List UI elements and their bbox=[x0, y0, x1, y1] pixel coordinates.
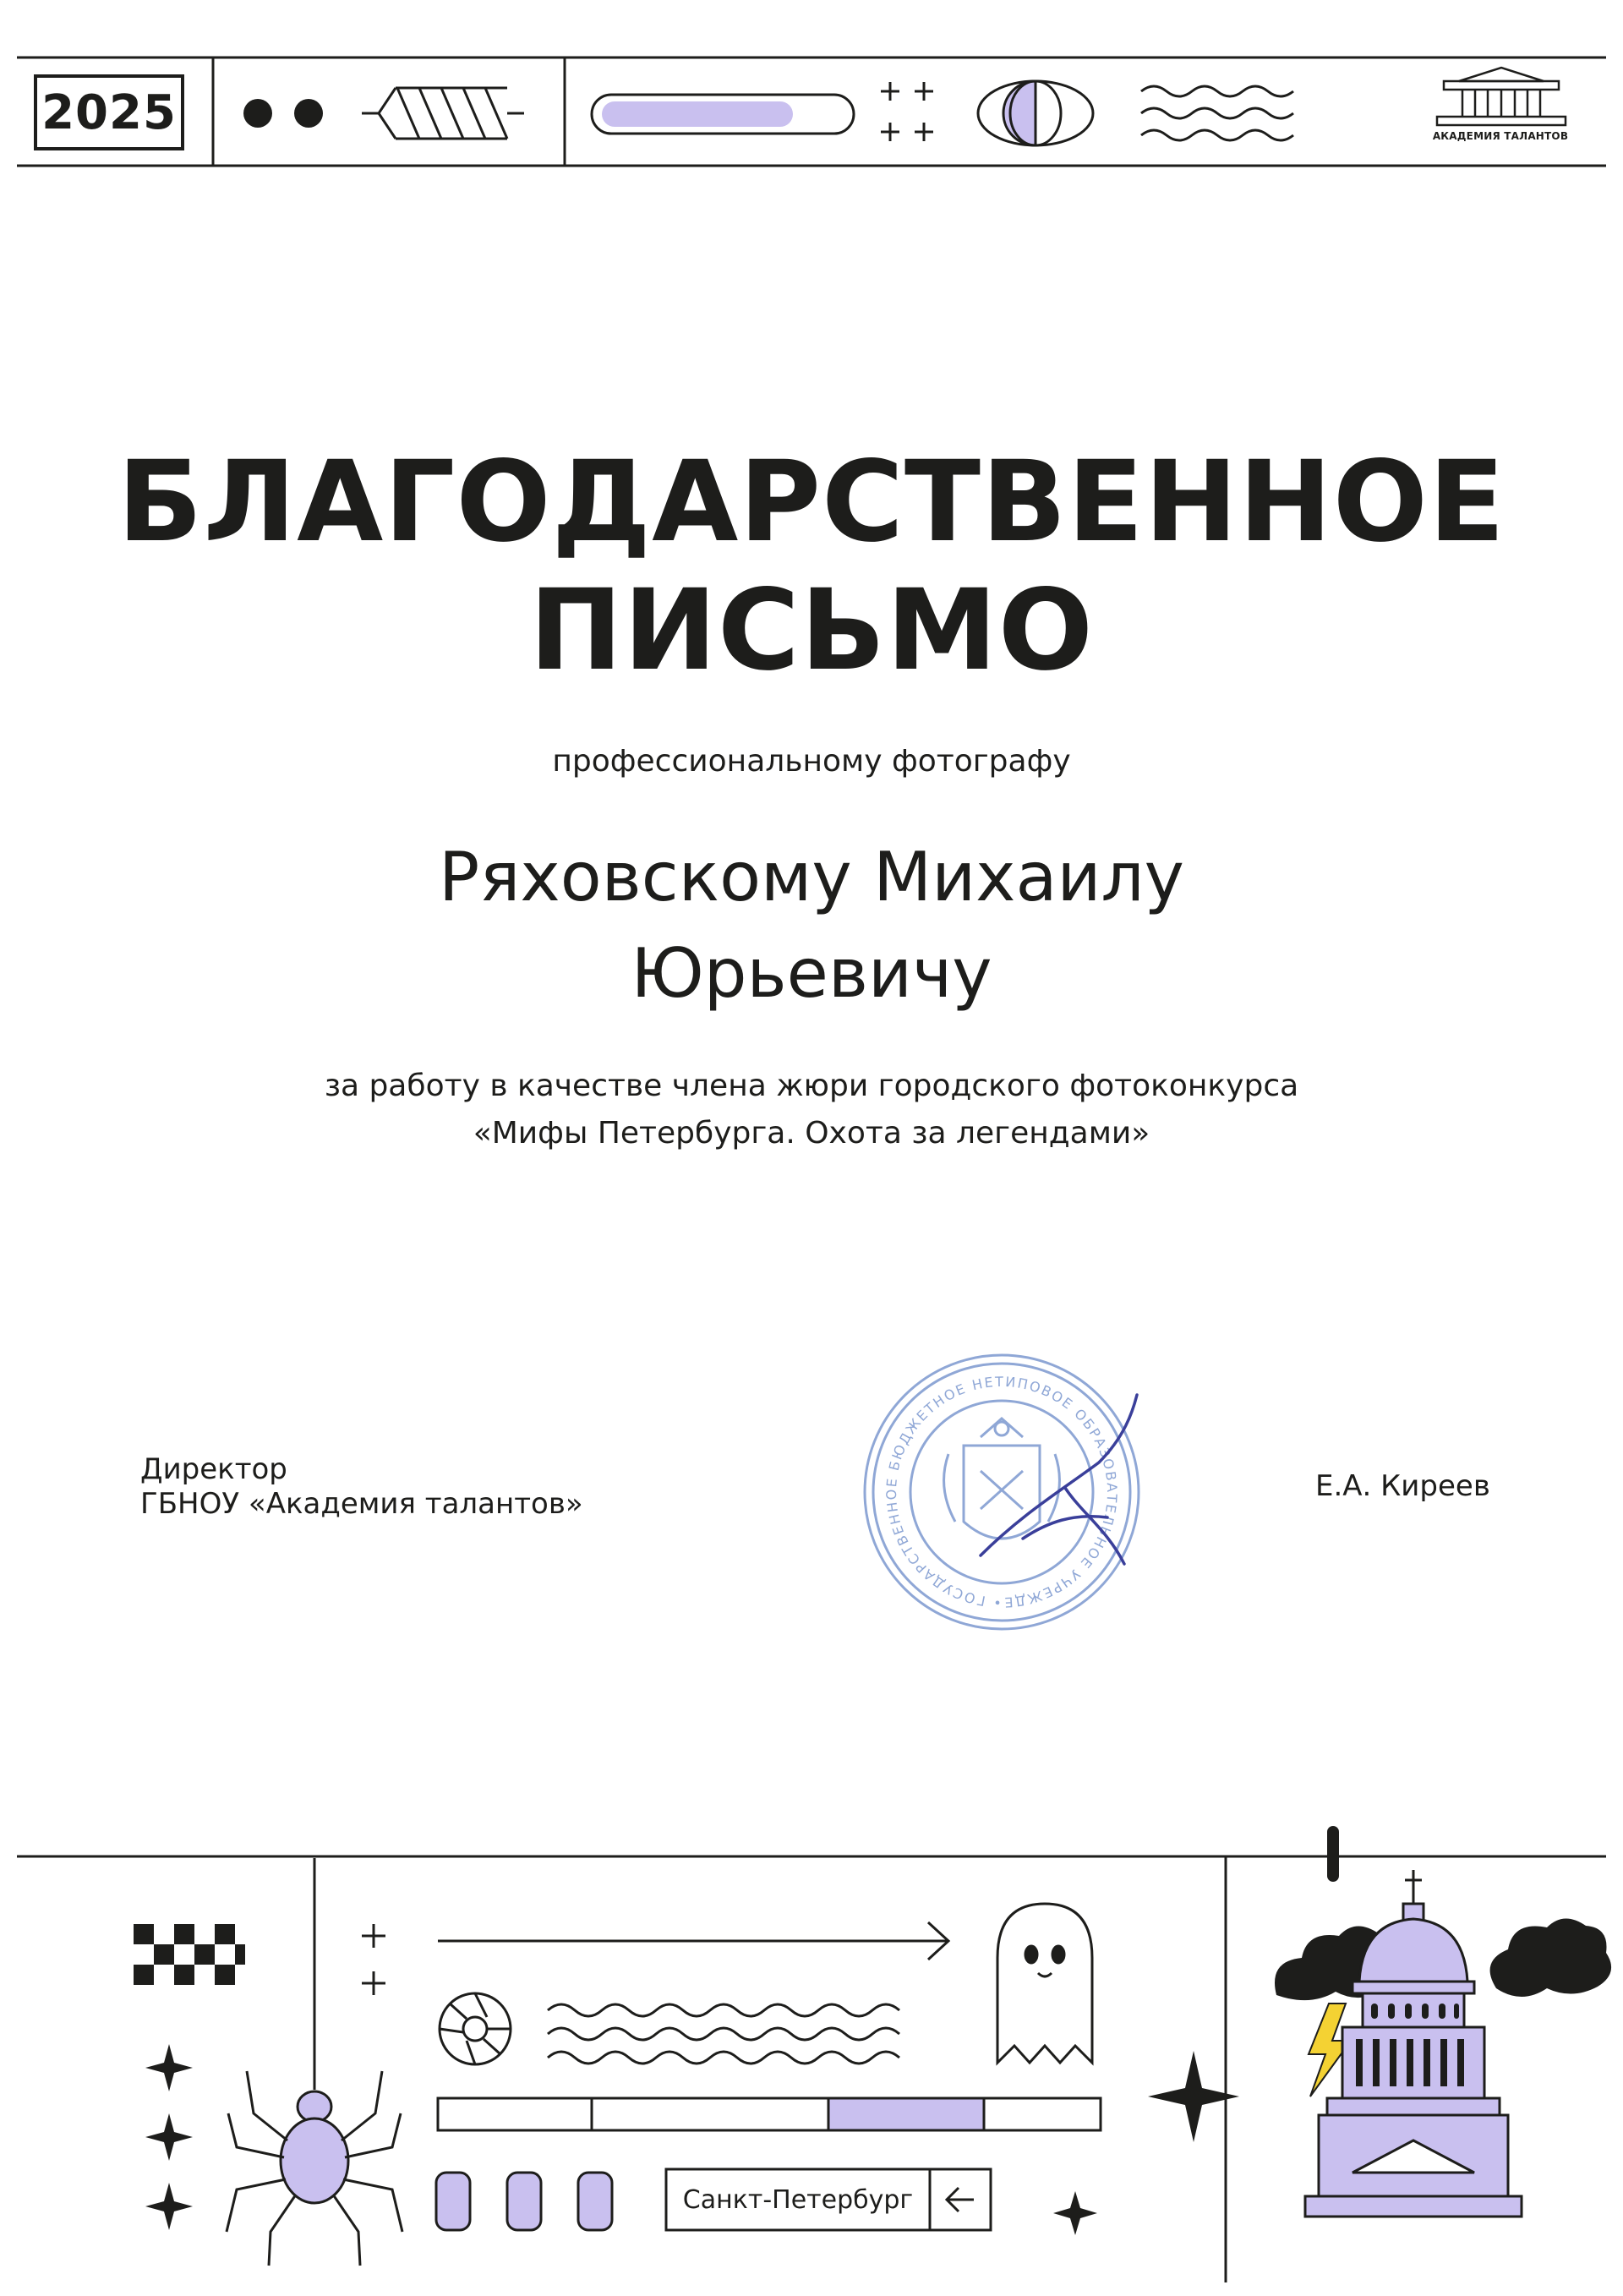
signer-position bbox=[140, 1452, 583, 1522]
recipient-role: профессиональному фотографу bbox=[552, 744, 1071, 779]
letter-title-line1: БЛАГОДАРСТВЕННОЕ bbox=[117, 437, 1506, 567]
pill-buttons-icon bbox=[436, 2173, 612, 2230]
progress-pill-icon bbox=[592, 95, 854, 134]
footer-plus-icon bbox=[362, 1924, 385, 1995]
checker-pattern-icon bbox=[134, 1924, 245, 1985]
spider-icon bbox=[227, 1858, 402, 2266]
segmented-bar-icon bbox=[438, 2098, 1101, 2130]
signer-position-line2: ГБНОУ «Академия талантов» bbox=[140, 1486, 583, 1521]
aperture-icon bbox=[440, 1993, 511, 2064]
signer-name: Е.А. Киреев bbox=[1315, 1469, 1490, 1503]
waves-icon bbox=[1141, 86, 1293, 140]
footer-waves-icon bbox=[548, 2004, 899, 2064]
recipient-name-line1: Ряховскому Михаилу bbox=[438, 838, 1185, 916]
city-label: Санкт-Петербург bbox=[682, 2184, 914, 2215]
reason-line2: «Мифы Петербурга. Охота за легендами» bbox=[473, 1116, 1150, 1151]
header-band bbox=[0, 0, 1623, 186]
ghost-icon bbox=[997, 1904, 1092, 2063]
small-star-icon bbox=[1053, 2191, 1097, 2235]
letter-title-line2: ПИСЬМО bbox=[529, 566, 1094, 696]
official-stamp bbox=[847, 1331, 1150, 1640]
signer-position-line1: Директор bbox=[140, 1452, 287, 1486]
coat-of-arms-icon bbox=[944, 1419, 1060, 1539]
eye-globe-icon bbox=[978, 81, 1093, 145]
arrow-right-icon bbox=[438, 1922, 948, 1960]
reason-line1: за работу в качестве члена жюри городского фотоконкурса bbox=[324, 1069, 1299, 1103]
stripes-icon bbox=[362, 88, 524, 139]
logo-caption: АКАДЕМИЯ ТАЛАНТОВ bbox=[1432, 130, 1569, 142]
recipient-name-line2: Юрьевичу bbox=[631, 934, 992, 1013]
dots-icon bbox=[243, 99, 323, 128]
plus-signs-icon bbox=[881, 82, 933, 141]
academy-logo-icon bbox=[1437, 68, 1566, 125]
year-badge: 2025 bbox=[34, 74, 184, 150]
sparkle-icons bbox=[145, 2044, 193, 2230]
stamp-lettering: • ГОСУДАРСТВЕННОЕ БЮДЖЕТНОЕ НЕТИПОВОЕ ОБРАЗОВАТЕЛЬНОЕ УЧРЕЖДЕНИЕ • САНКТ-ПЕТЕРБУРГ • bbox=[847, 1331, 1121, 1611]
